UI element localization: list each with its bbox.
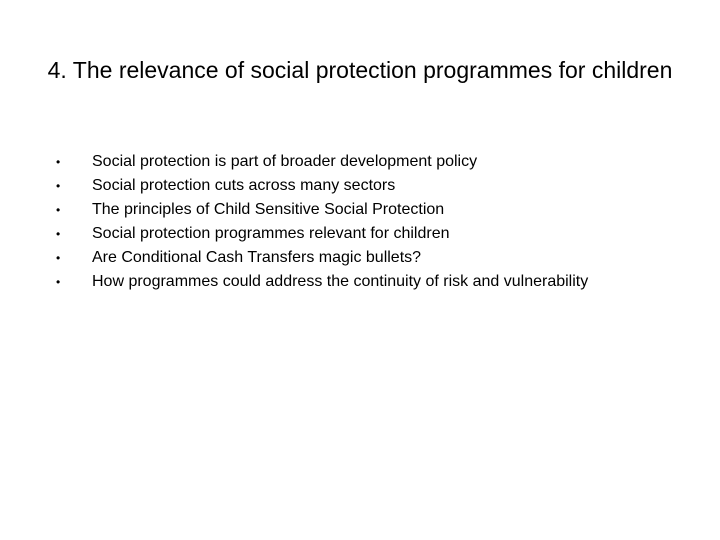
bullet-list — [52, 150, 692, 294]
bullet-icon: • — [56, 155, 61, 169]
list-item — [52, 246, 692, 270]
bullet-text: Social protection programmes relevant for children — [92, 225, 450, 242]
bullet-text: Social protection is part of broader development policy — [92, 153, 478, 170]
list-item — [52, 222, 692, 246]
bullet-icon: • — [56, 275, 61, 289]
list-item — [52, 174, 692, 198]
list-item — [52, 198, 692, 222]
list-item — [52, 150, 692, 174]
bullet-icon: • — [56, 203, 61, 217]
bullet-icon: • — [56, 227, 61, 241]
bullet-text: The principles of Child Sensitive Social Protection — [92, 201, 445, 218]
bullet-text: Social protection cuts across many sectors — [92, 177, 396, 194]
bullet-text: How programmes could address the continuity of risk and vulnerability — [92, 273, 589, 290]
bullet-text: Are Conditional Cash Transfers magic bullets? — [92, 249, 422, 266]
slide-title: 4. The relevance of social protection programmes for children — [47, 57, 673, 83]
list-item — [52, 270, 692, 294]
bullet-icon: • — [56, 251, 61, 265]
bullet-icon: • — [56, 179, 61, 193]
